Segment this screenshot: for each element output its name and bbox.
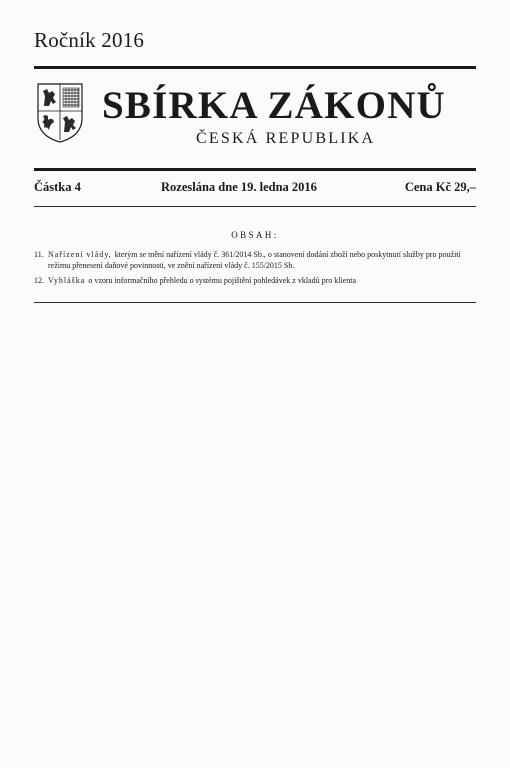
info-rule [34, 206, 476, 207]
contents-rule [34, 302, 476, 303]
item-number: 12. [34, 276, 44, 285]
item-type: Nařízení vlády, [48, 250, 115, 259]
contents-heading: OBSAH: [231, 230, 279, 240]
item-number: 11. [34, 250, 44, 259]
contents-list [34, 250, 476, 292]
issue-number: Částka 4 [34, 180, 81, 194]
item-text: o vzoru informačního přehledu o systému pojištění pohledávek z vkladů pro klienta [88, 276, 357, 285]
middle-rule [34, 168, 476, 171]
list-item [34, 250, 476, 271]
item-type: Vyhláška [48, 276, 89, 285]
price: Cena Kč 29,– [404, 180, 476, 194]
gazette-title: SBÍRKA ZÁKONŮ [102, 84, 446, 127]
list-item [34, 276, 476, 287]
country-subtitle: ČESKÁ REPUBLIKA [196, 130, 376, 147]
volume-year: Ročník 2016 [34, 28, 145, 52]
item-text: kterým se mění nařízení vlády č. 361/2014 Sb., o stanovení dodání zboží nebo poskytnutí služby pro použití režimu přenesení daňové povinnosti, ve znění nařízení vlády č. 155/2015 Sb. [48, 250, 461, 270]
czech-coat-of-arms-icon [36, 82, 84, 144]
distribution-date: Rozeslána dne 19. ledna 2016 [161, 180, 317, 194]
top-rule [34, 66, 476, 69]
issue-info-row [34, 180, 476, 198]
